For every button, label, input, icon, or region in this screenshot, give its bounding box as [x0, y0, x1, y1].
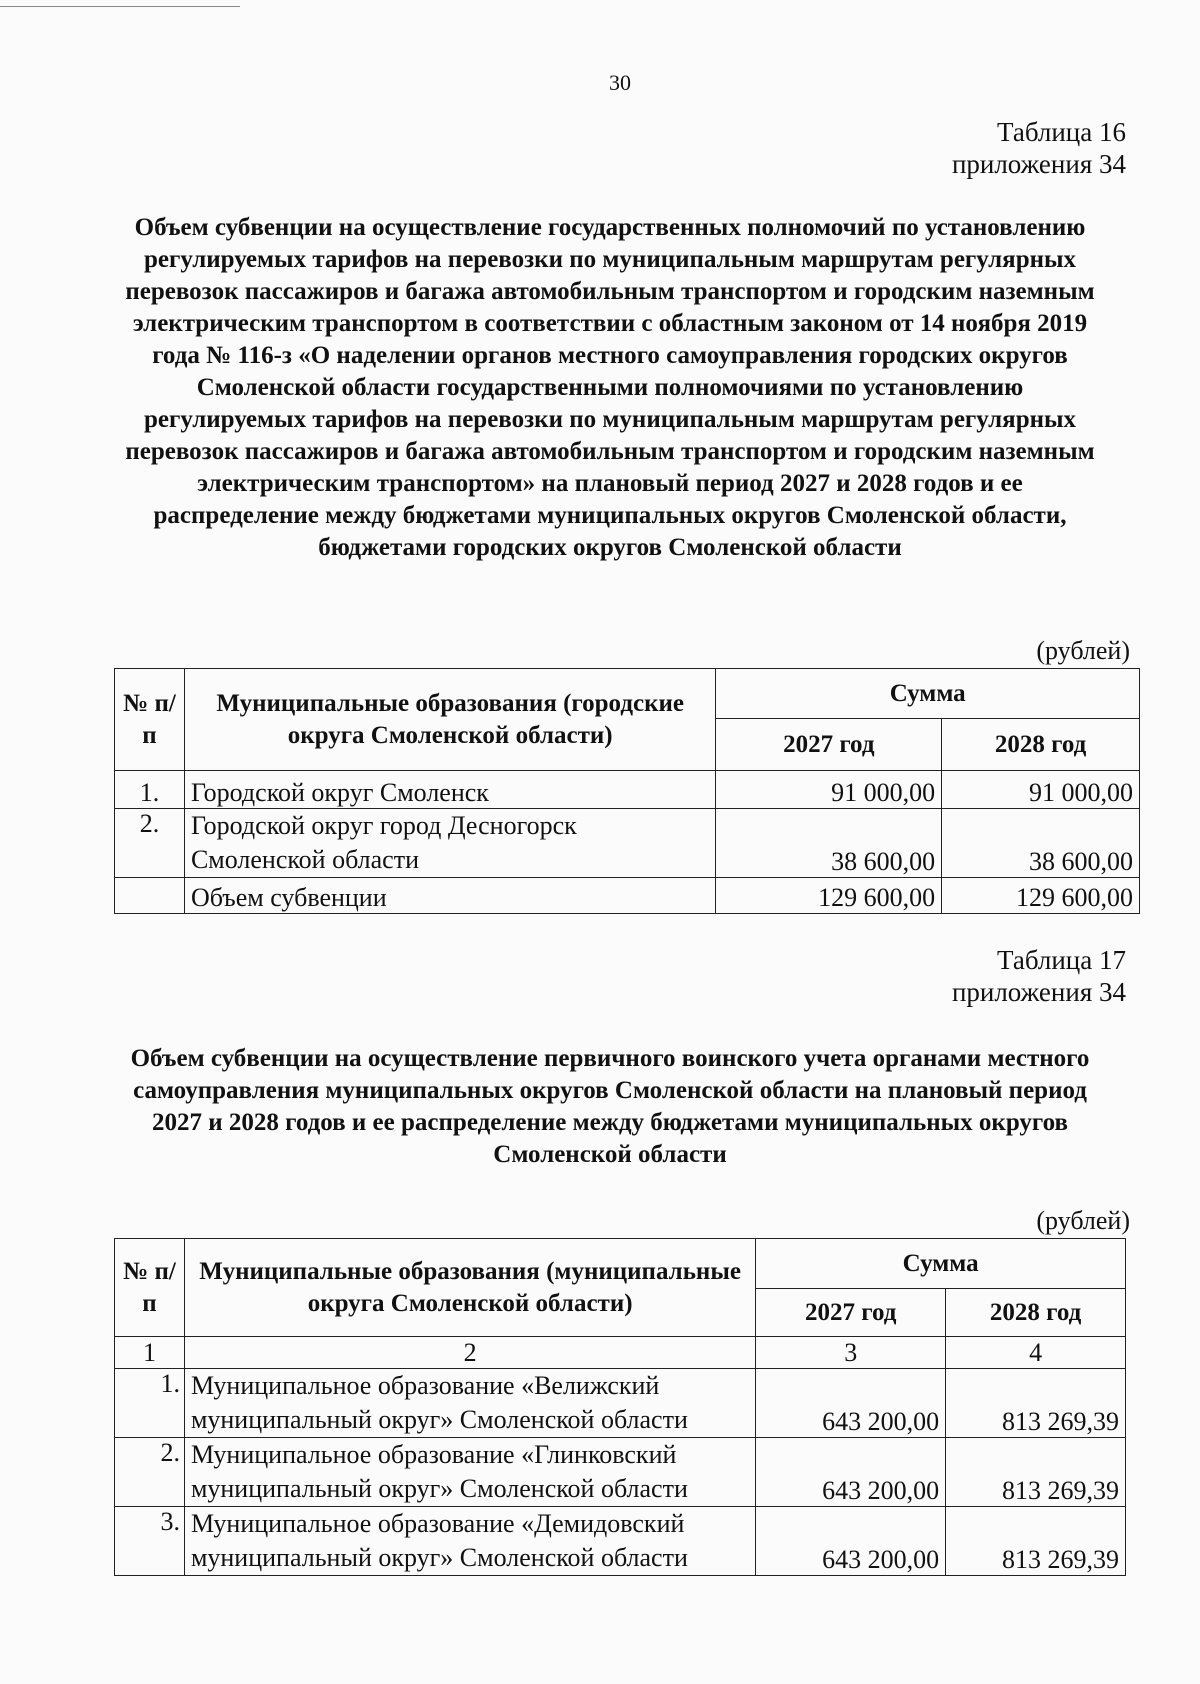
- row-number: 2.: [115, 809, 185, 878]
- table16-header-2028: 2028 год: [942, 719, 1140, 771]
- row-name: Объем субвенции: [184, 878, 715, 914]
- table16-header-sum: Сумма: [716, 669, 1140, 719]
- table-row: [115, 809, 1140, 878]
- row-number: 1.: [115, 771, 185, 809]
- row-name: Муниципальное образование «Демидовский муниципальный округ» Смоленской области: [184, 1507, 755, 1576]
- column-number: 2: [184, 1337, 755, 1369]
- row-name: Городской округ Смоленск: [184, 771, 715, 809]
- table-row: [115, 771, 1140, 809]
- table16-title: Объем субвенции на осуществление государственных полномочий по установлению регулируемых тарифов на перевозки по муниципальным маршрутам регулярных перевозок пассажиров и багажа автомобильным транспортом и городским наземным электрическим транспортом в соответствии с областным законом от 14 ноября 2019 года № 116-з «О наделении органов местного самоуправления городских округов Смоленской области государственными полномочиями по установлению регулируемых тарифов на перевозки по муниципальным маршрутам регулярных перевозок пассажиров и багажа автомобильным транспортом и городским наземным электрическим транспортом» на плановый период 2027 и 2028 годов и ее распределение между бюджетами муниципальных округов Смоленской области, бюджетами городских округов Смоленской области: [125, 214, 1095, 561]
- table16-unit: (рублей): [1036, 636, 1130, 665]
- table17-caption-line2: приложения 34: [951, 977, 1126, 1007]
- table16-caption-line1: Таблица 16: [997, 117, 1126, 147]
- row-value-2027: 38 600,00: [716, 809, 942, 878]
- table16-caption-line2: приложения 34: [951, 149, 1126, 179]
- table17-caption: [952, 944, 1126, 1008]
- table17-title: Объем субвенции на осуществление первичного воинского учета органами местного самоуправления муниципальных округов Смоленской области на плановый период 2027 и 2028 годов и ее распределение между бюджетами муниципальных округов Смоленской области: [130, 1045, 1090, 1168]
- row-value-2028: 813 269,39: [946, 1369, 1126, 1438]
- table17: [114, 1238, 1126, 1576]
- table-row: [115, 1507, 1126, 1576]
- row-value-2028: 38 600,00: [942, 809, 1140, 878]
- row-value-2027: 129 600,00: [716, 878, 942, 914]
- row-value-2028: 813 269,39: [946, 1507, 1126, 1576]
- row-value-2028: 129 600,00: [942, 878, 1140, 914]
- row-number: [115, 878, 185, 914]
- table-row-total: [115, 878, 1140, 914]
- row-number: 2.: [115, 1438, 185, 1507]
- scan-edge-line: [0, 6, 240, 7]
- row-value-2027: 643 200,00: [756, 1369, 946, 1438]
- table17-unit: (рублей): [1036, 1206, 1130, 1235]
- row-value-2027: 643 200,00: [756, 1507, 946, 1576]
- table17-caption-line1: Таблица 17: [997, 945, 1126, 975]
- table-column-numbers: [115, 1337, 1126, 1369]
- table16: [114, 668, 1140, 914]
- row-value-2027: 91 000,00: [716, 771, 942, 809]
- table17-header-no: № п/п: [115, 1239, 185, 1337]
- row-value-2027: 643 200,00: [756, 1438, 946, 1507]
- row-value-2028: 91 000,00: [942, 771, 1140, 809]
- row-name: Муниципальное образование «Глинковский муниципальный округ» Смоленской области: [184, 1438, 755, 1507]
- row-number: 1.: [115, 1369, 185, 1438]
- row-number: 3.: [115, 1507, 185, 1576]
- table17-header-2027: 2027 год: [756, 1289, 946, 1337]
- column-number: 3: [756, 1337, 946, 1369]
- table16-header-2027: 2027 год: [716, 719, 942, 771]
- column-number: 1: [115, 1337, 185, 1369]
- table17-header-sum: Сумма: [756, 1239, 1126, 1289]
- table17-header-2028: 2028 год: [946, 1289, 1126, 1337]
- row-name: Муниципальное образование «Велижский муниципальный округ» Смоленской области: [184, 1369, 755, 1438]
- table17-header-name: Муниципальные образования (муниципальные округа Смоленской области): [184, 1239, 755, 1337]
- table16-caption: [952, 116, 1126, 180]
- table16-header-no: № п/п: [115, 669, 185, 771]
- table-row: [115, 1369, 1126, 1438]
- row-name: Городской округ город Десногорск Смоленской области: [184, 809, 715, 878]
- row-value-2028: 813 269,39: [946, 1438, 1126, 1507]
- table16-header-name: Муниципальные образования (городские округа Смоленской области): [184, 669, 715, 771]
- page-number: 30: [609, 70, 631, 95]
- table-row: [115, 1438, 1126, 1507]
- column-number: 4: [946, 1337, 1126, 1369]
